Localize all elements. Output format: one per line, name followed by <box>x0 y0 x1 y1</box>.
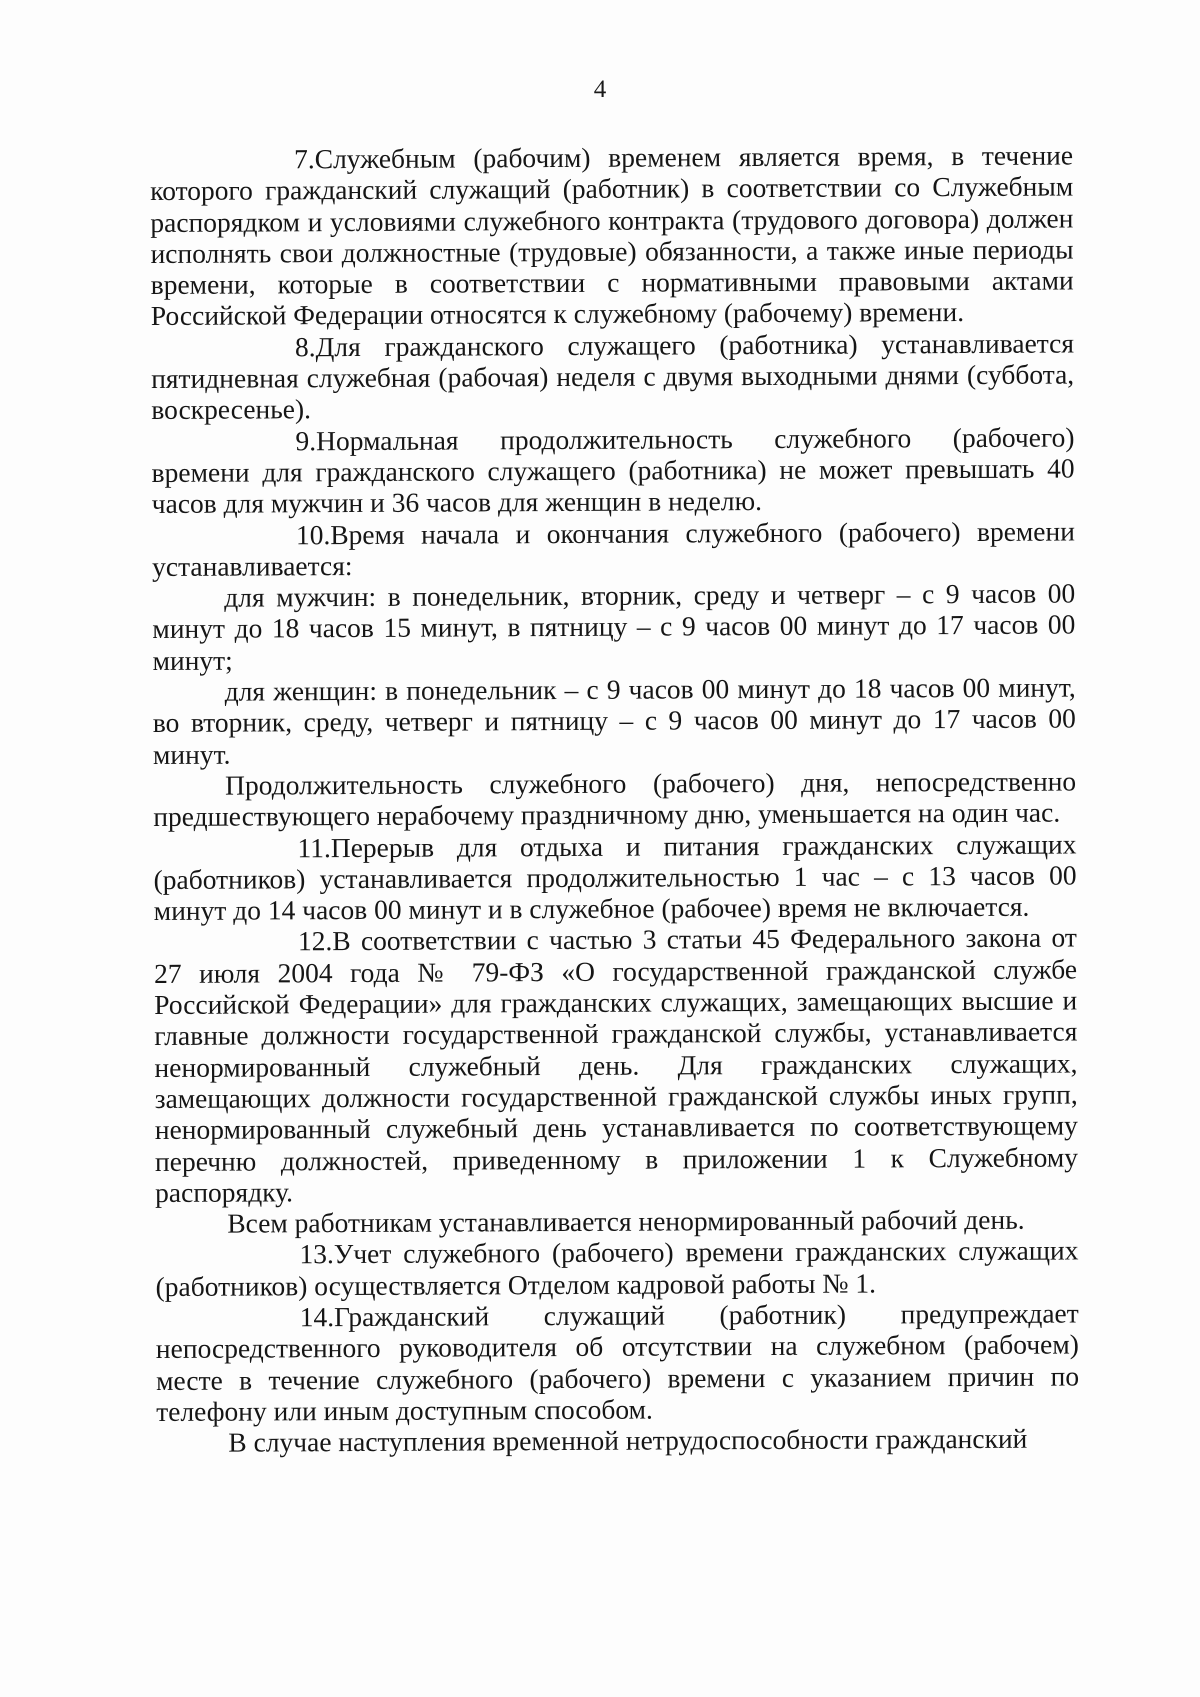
paragraph-text: В соответствии с частью 3 статьи 45 Федерального закона от 27 июля 2004 года № 79-ФЗ «О государственной гражданской службе Российской Федерации» для гражданских служащих, замещающих высшие и главные должности государственной гражданской службы, устанавливается ненормированный служебный день. Для гражданских служащих, замещающих должности государственной гражданской службы иных групп, ненормированный служебный день устанавливается по соответствующему перечню должностей, приведенному в приложении 1 к Служебному распорядку. <box>153 921 1079 1208</box>
paragraph-text: Всем работникам устанавливается ненормированный рабочий день. <box>227 1203 1025 1239</box>
paragraph-8 <box>151 327 1074 425</box>
paragraph-11 <box>153 828 1076 926</box>
paragraph-number: 13. <box>299 1238 334 1270</box>
page-number: 4 <box>593 76 607 103</box>
paragraph-number: 8. <box>294 330 316 363</box>
paragraph-text: Учет служебного (рабочего) времени гражданских служащих (работников) осуществляется Отделом кадровой работы № 1. <box>155 1234 1079 1302</box>
paragraph-number: 9. <box>295 424 317 456</box>
document-body <box>150 139 1079 1458</box>
paragraph-13 <box>155 1235 1078 1302</box>
paragraph-10-men <box>152 578 1075 676</box>
paragraph-14 <box>156 1297 1080 1427</box>
paragraph-text: Нормальная продолжительность служебного (рабочего) времени для гражданского служащего (работника) не может превышать 40 часов для мужчин и 36 часов для женщин в неделю. <box>151 421 1075 520</box>
paragraph-text: Гражданский служащий (работник) предупреждает непосредственного руководителя об отсутствии на служебном (рабочем) месте в течение служебного (рабочего) времени с указанием причин по телефону или иным доступным способом. <box>155 1297 1080 1427</box>
paragraph-text: Служебным (рабочим) временем является время, в течение которого гражданский служащий (работник) в соответствии со Служебным распорядком и условиями служебного контракта (трудового договора) должен исполнять свои должностные (трудовые) обязанности, а также иные периоды времени, которые в соответствии с нормативными правовыми актами Российской Федерации относятся к служебному (рабочему) времени. <box>150 139 1074 332</box>
paragraph-12-workers <box>155 1204 1078 1240</box>
paragraph-text: Для гражданского служащего (работника) устанавливается пятидневная служебная (рабочая) неделя с двумя выходными днями (суббота, воскресенье). <box>151 327 1075 426</box>
paragraph-number: 12. <box>297 925 333 957</box>
paragraph-number: 14. <box>299 1301 335 1333</box>
paragraph-text: Время начала и окончания служебного (рабочего) времени устанавливается: <box>151 515 1075 582</box>
paragraph-9 <box>151 421 1074 519</box>
paragraph-text: В случае наступления временной нетрудоспособности гражданский <box>228 1422 1028 1458</box>
paragraph-10 <box>152 515 1075 582</box>
paragraph-7 <box>150 139 1074 331</box>
paragraph-number: 7. <box>293 143 315 175</box>
paragraph-10-preholiday <box>153 765 1076 832</box>
paragraph-number: 11. <box>297 831 331 863</box>
paragraph-text: Перерыв для отдыха и питания гражданских служащих (работников) устанавливается продолжительностью 1 час – с 13 часов 00 минут до 14 часов 00 минут и в служебное (рабочее) время не включается. <box>153 828 1077 927</box>
paragraph-text: для мужчин: в понедельник, вторник, среду и четверг – с 9 часов 00 минут до 18 часов 15 минут, в пятницу – с 9 часов 00 минут до 17 часов 00 минут; <box>152 577 1076 676</box>
paragraph-14-sick-leave <box>156 1423 1079 1459</box>
paragraph-12 <box>154 922 1078 1208</box>
paragraph-text: Продолжительность служебного (рабочего) дня, непосредственно предшествующего нерабочему праздничному дню, уменьшается на один час. <box>153 765 1077 833</box>
paragraph-text: для женщин: в понедельник – с 9 часов 00 минут до 18 часов 00 минут, во вторник, среду, четверг и пятницу – с 9 часов 00 минут до 17 часов 00 минут. <box>152 671 1076 770</box>
paragraph-10-women <box>153 672 1076 770</box>
paragraph-number: 10. <box>295 518 331 550</box>
